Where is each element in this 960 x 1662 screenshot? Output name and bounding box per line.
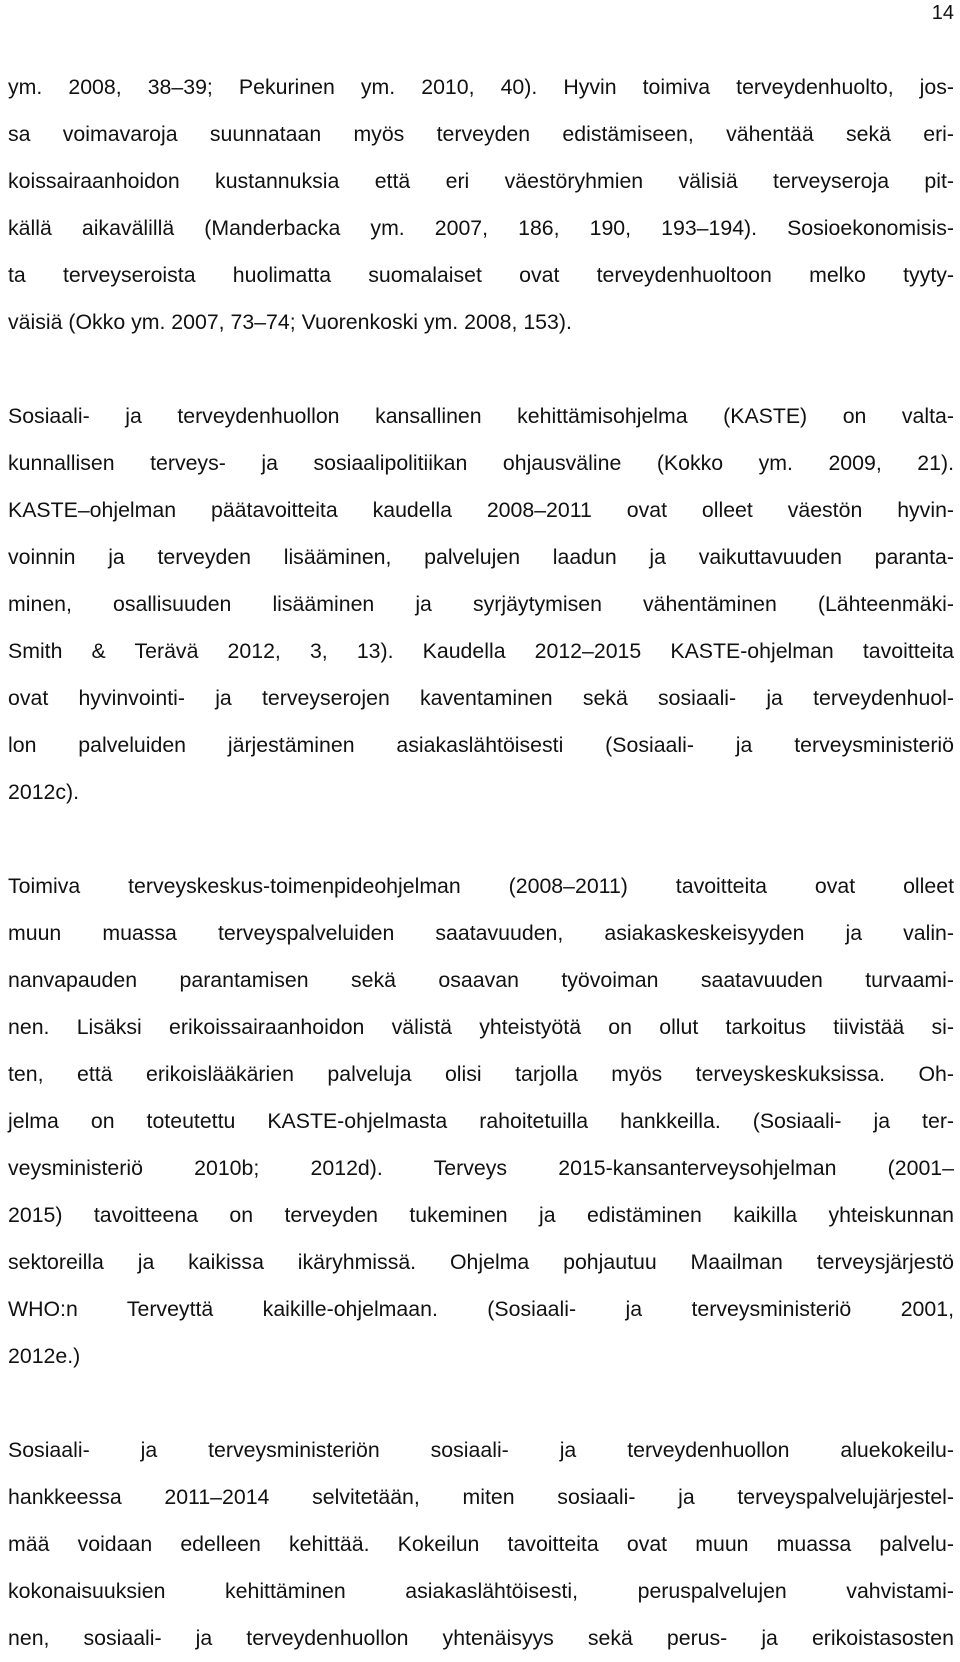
paragraph (8, 64, 954, 346)
paragraph (8, 863, 954, 1380)
text-line: nen. Lisäksi erikoissairaanhoidon välistä yhteistyötä on ollut tarkoitus tiivistää si- (8, 1015, 954, 1039)
text-line: jelma on toteutettu KASTE-ohjelmasta rahoitetuilla hankkeilla. (Sosiaali- ja ter- (8, 1109, 954, 1133)
text-line: koissairaanhoidon kustannuksia että eri väestöryhmien välisiä terveyseroja pit- (8, 169, 954, 193)
text-line: 2015) tavoitteena on terveyden tukeminen ja edistäminen kaikilla yhteiskunnan (8, 1203, 954, 1227)
text-line: 2012e.) (8, 1344, 81, 1368)
text-line: Smith & Terävä 2012, 3, 13). Kaudella 2012–2015 KASTE-ohjelman tavoitteita (8, 639, 954, 663)
paragraph-gap (8, 1380, 954, 1427)
text-line: KASTE–ohjelman päätavoitteita kaudella 2008–2011 ovat olleet väestön hyvin- (8, 498, 954, 522)
paragraph-gap (8, 346, 954, 393)
page-number: 14 (931, 2, 954, 24)
paragraph-gap (8, 816, 954, 863)
text-line: ta terveyseroista huolimatta suomalaiset ovat terveydenhuoltoon melko tyyty- (8, 263, 954, 287)
text-line: nanvapauden parantamisen sekä osaavan työvoiman saatavuuden turvaami- (8, 968, 954, 992)
text-line: ym. 2008, 38–39; Pekurinen ym. 2010, 40). Hyvin toimiva terveydenhuolto, jos- (8, 75, 954, 99)
text-line: Toimiva terveyskeskus-toimenpideohjelman (2008–2011) tavoitteita ovat olleet (8, 874, 954, 898)
document-body (8, 64, 954, 1662)
text-line: voinnin ja terveyden lisääminen, palvelujen laadun ja vaikuttavuuden paranta- (8, 545, 954, 569)
text-line: ten, että erikoislääkärien palveluja olisi tarjolla myös terveyskeskuksissa. Oh- (8, 1062, 954, 1086)
text-line: veysministeriö 2010b; 2012d). Terveys 2015-kansanterveysohjelman (2001– (8, 1156, 954, 1180)
text-line: muun muassa terveyspalveluiden saatavuuden, asiakaskeskeisyyden ja valin- (8, 921, 954, 945)
text-line: kunnallisen terveys- ja sosiaalipolitiikan ohjausväline (Kokko ym. 2009, 21). (8, 451, 954, 475)
text-line: 2012c). (8, 780, 80, 804)
text-line: Sosiaali- ja terveysministeriön sosiaali- ja terveydenhuollon aluekokeilu- (8, 1438, 954, 1462)
text-line: mää voidaan edelleen kehittää. Kokeilun tavoitteita ovat muun muassa palvelu- (8, 1532, 954, 1556)
text-line: ovat hyvinvointi- ja terveyserojen kaventaminen sekä sosiaali- ja terveydenhuol- (8, 686, 954, 710)
text-line: kokonaisuuksien kehittäminen asiakaslähtöisesti, peruspalvelujen vahvistami- (8, 1579, 954, 1603)
text-line: Sosiaali- ja terveydenhuollon kansallinen kehittämisohjelma (KASTE) on valta- (8, 404, 954, 428)
text-line: minen, osallisuuden lisääminen ja syrjäytymisen vähentäminen (Lähteenmäki- (8, 592, 954, 616)
text-line: sa voimavaroja suunnataan myös terveyden edistämiseen, vähentää sekä eri- (8, 122, 954, 146)
paragraph (8, 393, 954, 816)
text-line: nen, sosiaali- ja terveydenhuollon yhtenäisyys sekä perus- ja erikoistasosten (8, 1626, 954, 1650)
text-line: väisiä (Okko ym. 2007, 73–74; Vuorenkoski ym. 2008, 153). (8, 310, 572, 334)
text-line: hankkeessa 2011–2014 selvitetään, miten sosiaali- ja terveyspalvelujärjestel- (8, 1485, 954, 1509)
text-line: lon palveluiden järjestäminen asiakaslähtöisesti (Sosiaali- ja terveysministeriö (8, 733, 954, 757)
text-line: WHO:n Terveyttä kaikille-ohjelmaan. (Sosiaali- ja terveysministeriö 2001, (8, 1297, 954, 1321)
text-line: sektoreilla ja kaikissa ikäryhmissä. Ohjelma pohjautuu Maailman terveysjärjestö (8, 1250, 954, 1274)
paragraph (8, 1427, 954, 1662)
text-line: källä aikavälillä (Manderbacka ym. 2007, 186, 190, 193–194). Sosioekonomisis- (8, 216, 954, 240)
